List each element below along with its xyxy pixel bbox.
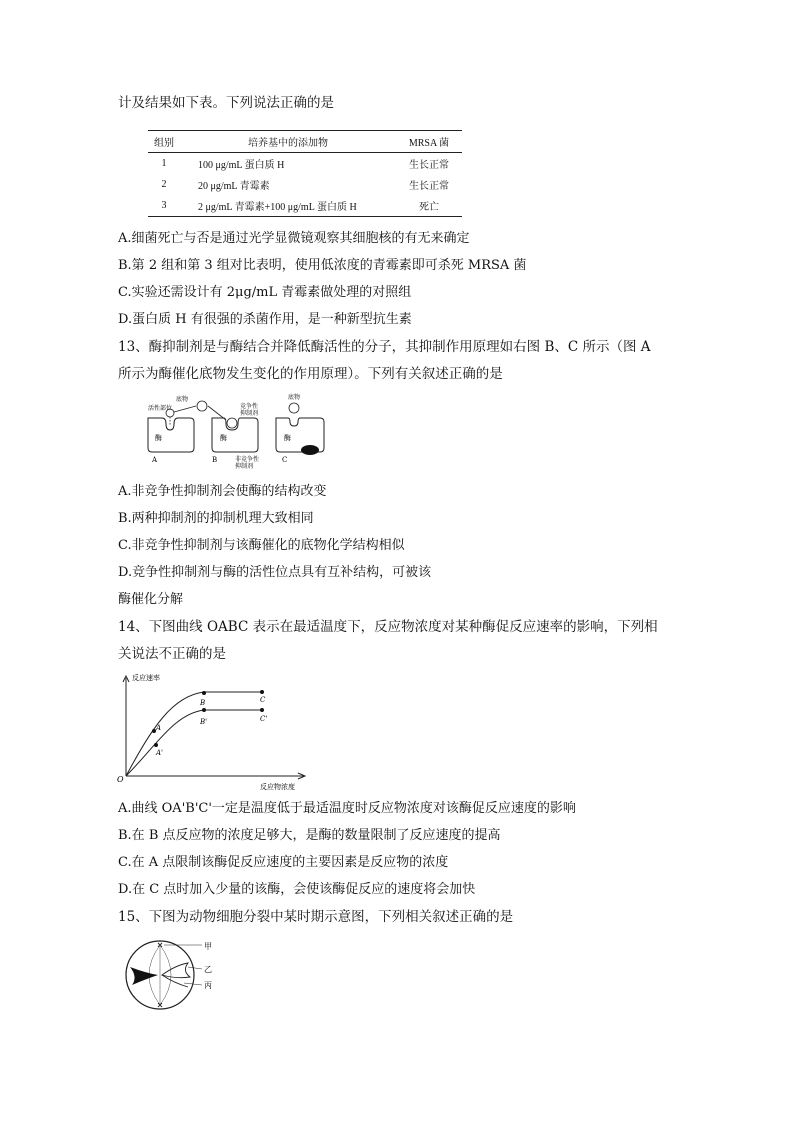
curve-oabc: [126, 692, 262, 776]
fig-label-active-site: 活性部位: [148, 405, 173, 412]
label-b: B: [200, 699, 206, 707]
q13-option-b: B.两种抑制剂的抑制机理大致相同: [118, 511, 314, 526]
table-cell: 1: [161, 158, 167, 169]
fig-label-noncompetitive-1: 非竞争性: [235, 456, 260, 463]
q12-option-b: B.第 2 组和第 3 组对比表明，使用低浓度的青霉素即可杀死 MRSA 菌: [118, 258, 527, 273]
q14-stem-line1: 14、下图曲线 OABC 表示在最适温度下，反应物浓度对某种酶促反应速率的影响，下列相: [118, 619, 658, 635]
table-header: 培养基中的添加物: [180, 131, 396, 153]
cell-division-figure: [118, 935, 228, 1015]
q12-option-d: D.蛋白质 H 有很强的杀菌作用，是一种新型抗生素: [118, 312, 412, 327]
point-b: [202, 691, 206, 695]
fig-panel-c: C: [282, 456, 288, 464]
y-axis-label: 反应速率: [132, 674, 160, 682]
table-row: [148, 174, 462, 195]
fig-panel-b: B: [212, 456, 218, 464]
table-cell: 生长正常: [409, 160, 449, 171]
fig-label-enzyme-c: 酶: [284, 434, 291, 442]
substrate-circle: [227, 418, 237, 428]
fig-label-competitive-2: 抑制剂: [240, 410, 259, 417]
reaction-rate-chart: [112, 668, 312, 794]
point-b-prime: [202, 708, 206, 712]
point-c-prime: [260, 708, 264, 712]
noncompetitive-inhibitor: [301, 445, 319, 455]
q12-option-a: A.细菌死亡与否是通过光学显微镜观察其细胞核的有无来确定: [118, 231, 470, 246]
fig-label-enzyme-b: 酶: [220, 434, 227, 442]
table-cell: 3: [148, 195, 180, 217]
substrate-circle: [289, 403, 299, 413]
q14-option-d: D.在 C 点时加入少量的该酶，会使该酶促反应的速度将会加快: [118, 882, 476, 897]
fig-label-enzyme-a: 酶: [155, 434, 162, 442]
table-cell: 死亡: [396, 195, 462, 217]
table-header: 组别: [148, 131, 180, 153]
fig-panel-a: A: [152, 456, 158, 464]
label-a: A: [156, 724, 162, 732]
q13-option-a: A.非竞争性抑制剂会使酶的结构改变: [118, 484, 327, 499]
table-cell: 生长正常: [409, 181, 449, 192]
label-a-prime: A': [156, 749, 163, 757]
substrate-circle: [197, 401, 207, 411]
table-cell: 100 μg/mL 蛋白质 H: [198, 160, 285, 171]
table-cell: 2 μg/mL 青霉素+100 μg/mL 蛋白质 H: [180, 195, 396, 217]
x-axis-label: 反应物浓度: [260, 783, 295, 791]
chromosome-dark: [130, 967, 158, 985]
q13-option-c: C.非竞争性抑制剂与该酶催化的底物化学结构相似: [118, 538, 405, 553]
q12-option-c: C.实验还需设计有 2μg/mL 青霉素做处理的对照组: [118, 285, 412, 300]
table-header: MRSA 菌: [396, 131, 462, 153]
table-row: [148, 195, 462, 217]
fig-label-substrate: 底物: [176, 396, 189, 403]
q13-stem-line2: 所示为酶催化底物发生变化的作用原理）。下列有关叙述正确的是: [118, 366, 503, 382]
q14-option-c: C.在 A 点限制该酶促反应速度的主要因素是反应物的浓度: [118, 855, 449, 870]
point-a-prime: [154, 743, 158, 747]
q14-option-a: A.曲线 OA'B'C'一定是温度低于最适温度时反应物浓度对该酶促反应速度的影响: [118, 801, 576, 816]
table-cell: 2: [161, 179, 167, 190]
table-cell: 20 μg/mL 青霉素: [198, 181, 270, 192]
label-c: C: [260, 696, 266, 704]
label-b-prime: B': [200, 718, 208, 726]
q13-stem-line1: 13、酶抑制剂是与酶结合并降低酶活性的分子，其抑制作用原理如右图 B、C 所示（图 A: [118, 339, 651, 355]
fig-label-noncompetitive-2: 抑制剂: [235, 463, 254, 470]
label-yi: 乙: [204, 965, 212, 974]
label-c-prime: C': [260, 715, 268, 723]
point-c: [260, 690, 264, 694]
fig-label-competitive-1: 竞争性: [240, 403, 259, 410]
table-header-row: [148, 131, 462, 153]
q13-option-d: D.竞争性抑制剂与酶的活性位点具有互补结构，可被该: [118, 565, 432, 580]
curve-oa-b-c-prime: [126, 710, 262, 776]
origin-label: O: [117, 775, 124, 784]
results-table: [148, 130, 462, 217]
table-row: [148, 153, 462, 175]
label-jia: 甲: [204, 942, 212, 951]
q13-option-d-cont: 酶催化分解: [118, 592, 184, 607]
label-bing: 丙: [204, 981, 212, 990]
chromosome-light: [162, 963, 190, 978]
q14-stem-line2: 关说法不正确的是: [118, 646, 226, 662]
fig-label-substrate-c: 底物: [288, 394, 301, 401]
question-intro: 计及结果如下表。下列说法正确的是: [118, 95, 334, 111]
enzyme-inhibition-figure: [140, 388, 340, 470]
q14-option-b: B.在 B 点反应物的浓度足够大，是酶的数量限制了反应速度的提高: [118, 828, 501, 843]
q15-stem-line1: 15、下图为动物细胞分裂中某时期示意图，下列相关叙述正确的是: [118, 909, 514, 925]
